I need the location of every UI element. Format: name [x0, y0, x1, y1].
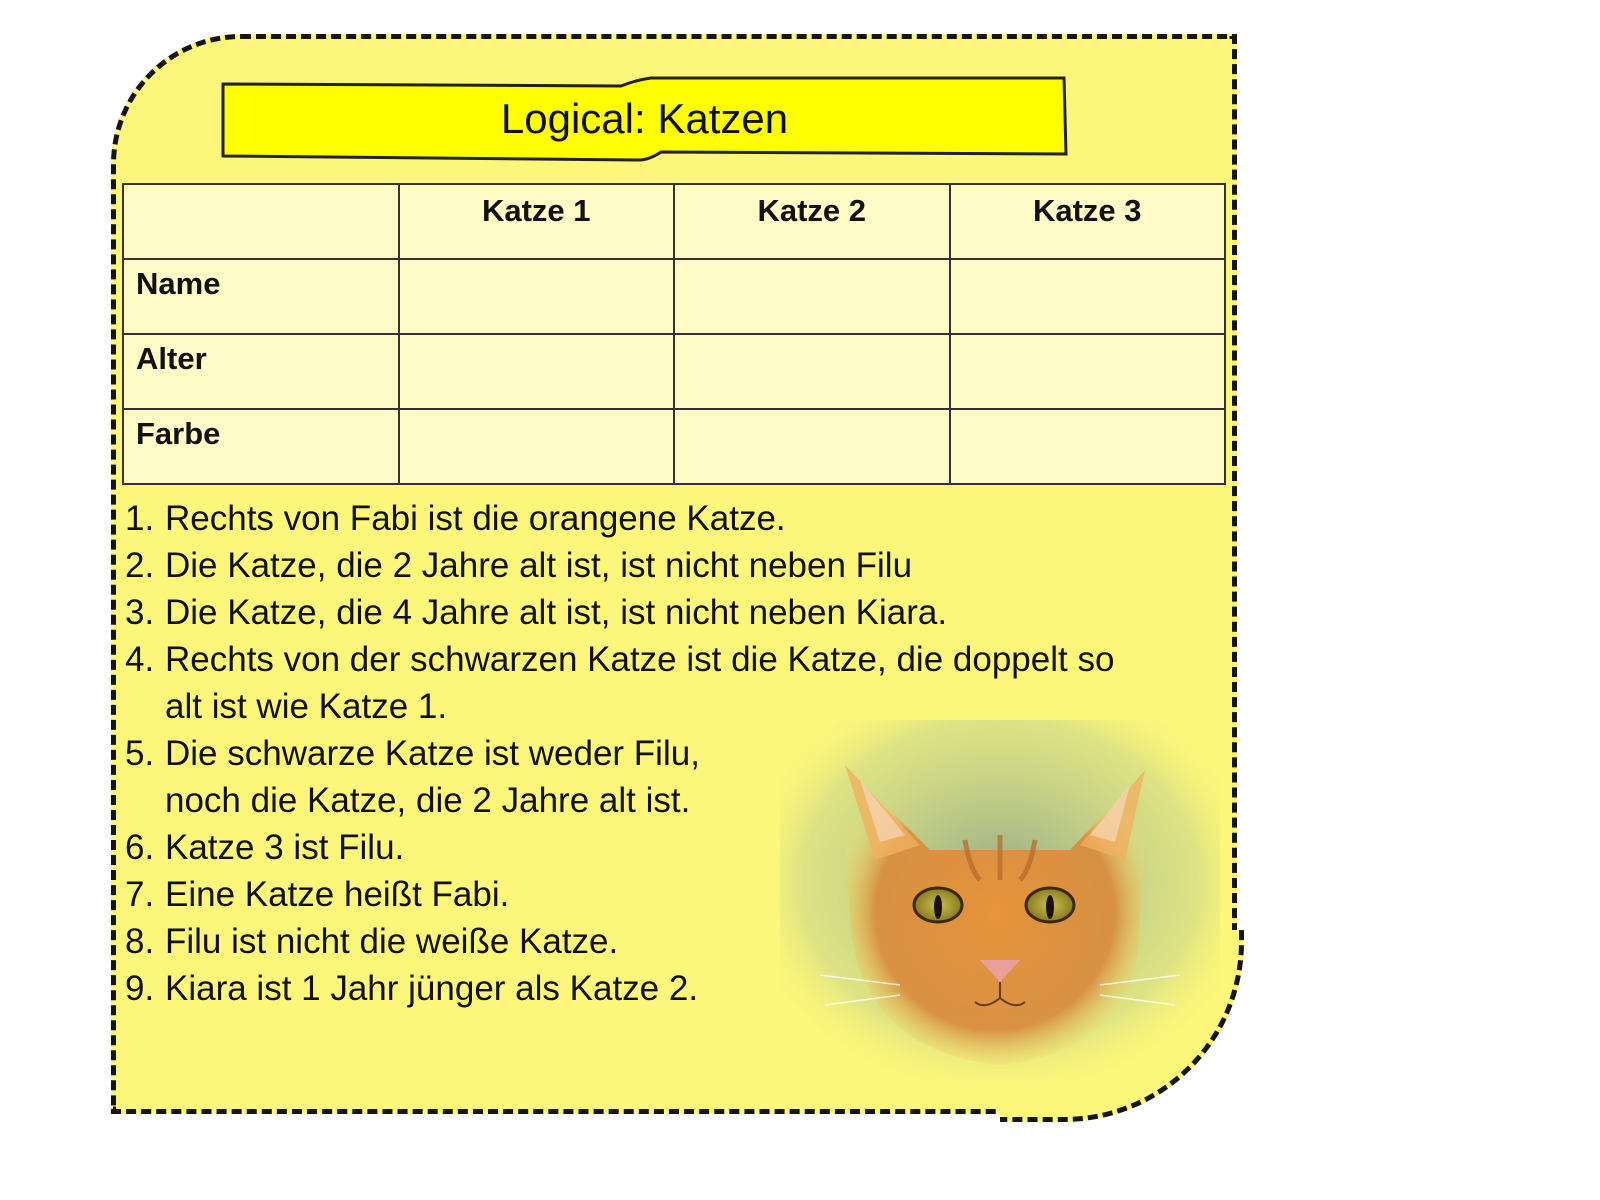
table-header-cell: Katze 2: [674, 184, 950, 259]
clue-text: Die schwarze Katze ist weder Filu,: [165, 734, 700, 773]
title-banner: [221, 76, 1068, 162]
clue-number: 3.: [125, 593, 155, 632]
answer-cell[interactable]: [950, 334, 1226, 409]
table-row: [123, 334, 1225, 409]
clue-text: Rechts von Fabi ist die orangene Katze.: [165, 499, 786, 538]
cat-photo: [780, 720, 1220, 1080]
answer-cell[interactable]: [399, 259, 675, 334]
clue-text: Kiara ist 1 Jahr jünger als Katze 2.: [165, 969, 699, 1008]
clue-number: 2.: [125, 546, 155, 585]
clue-text: Eine Katze heißt Fabi.: [165, 875, 510, 914]
clue-text: alt ist wie Katze 1.: [165, 687, 448, 726]
table-header-row: [123, 184, 1225, 259]
list-item: [125, 636, 1114, 683]
table-header-cell: Katze 1: [399, 184, 675, 259]
clue-text: noch die Katze, die 2 Jahre alt ist.: [165, 781, 691, 820]
list-item: [125, 542, 1114, 589]
row-label: Alter: [123, 334, 399, 409]
clue-number: 5.: [125, 734, 155, 773]
clue-number: 6.: [125, 828, 155, 867]
answer-cell[interactable]: [399, 334, 675, 409]
row-label: Name: [123, 259, 399, 334]
clue-text: Die Katze, die 4 Jahre alt ist, ist nicht neben Kiara.: [165, 593, 948, 632]
list-item: [125, 589, 1114, 636]
answer-cell[interactable]: [674, 409, 950, 484]
row-label: Farbe: [123, 409, 399, 484]
clue-number: 9.: [125, 969, 155, 1008]
clue-text: Die Katze, die 2 Jahre alt ist, ist nicht neben Filu: [165, 546, 913, 585]
clue-text: Filu ist nicht die weiße Katze.: [165, 922, 619, 961]
table-row: [123, 409, 1225, 484]
clue-number: 1.: [125, 499, 155, 538]
answer-cell[interactable]: [950, 409, 1226, 484]
clue-text: Rechts von der schwarzen Katze ist die Katze, die doppelt so: [165, 640, 1115, 679]
table-header-cell: Katze 3: [950, 184, 1226, 259]
logic-grid: [122, 183, 1226, 485]
table-header-cell: [123, 184, 399, 259]
clue-number: 7.: [125, 875, 155, 914]
answer-cell[interactable]: [399, 409, 675, 484]
clue-number: 8.: [125, 922, 155, 961]
clue-text: Katze 3 ist Filu.: [165, 828, 405, 867]
clue-number: 4.: [125, 640, 155, 679]
answer-cell[interactable]: [950, 259, 1226, 334]
table-row: [123, 259, 1225, 334]
page-title: Logical: Katzen: [500, 95, 789, 142]
cat-face-illustration: [780, 720, 1220, 1080]
answer-cell[interactable]: [674, 334, 950, 409]
answer-cell[interactable]: [674, 259, 950, 334]
list-item: [125, 495, 1114, 542]
